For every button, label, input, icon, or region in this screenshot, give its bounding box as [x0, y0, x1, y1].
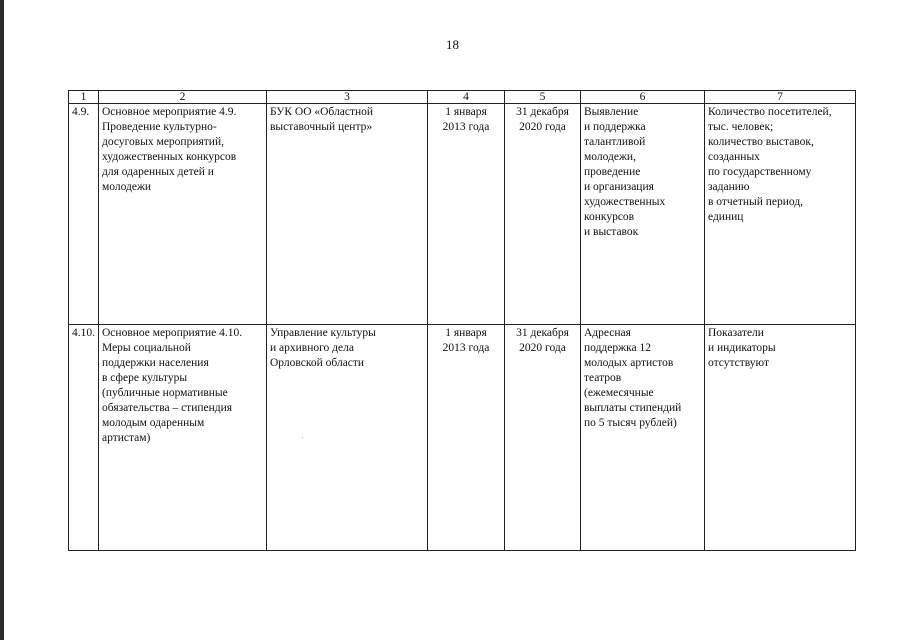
scan-border: [0, 0, 4, 640]
header-cell-4: 4: [428, 91, 505, 104]
end-date-cell: 31 декабря 2020 года: [505, 104, 581, 325]
header-row: [69, 91, 856, 104]
table-row: [69, 325, 856, 551]
header-cell-3: 3: [267, 91, 428, 104]
end-date-cell: 31 декабря 2020 года: [505, 325, 581, 551]
indicators-cell: Показатели и индикаторы отсутствуют: [705, 325, 856, 551]
indicators-cell: Количество посетителей, тыс. человек; количество выставок, созданных по государственному заданию в отчетный период, единиц: [705, 104, 856, 325]
header-cell-5: 5: [505, 91, 581, 104]
row-number: 4.10.: [69, 325, 99, 551]
result-cell: Выявление и поддержка талантливой молодежи, проведение и организация художественных конкурсов и выставок: [581, 104, 705, 325]
scan-speck: [302, 437, 303, 438]
header-cell-6: 6: [581, 91, 705, 104]
header-cell-2: 2: [99, 91, 267, 104]
executor-cell: БУК ОО «Областной выставочный центр»: [267, 104, 428, 325]
event-cell: Основное мероприятие 4.9. Проведение культурно- досуговых мероприятий, художественных конкурсов для одаренных детей и молодежи: [99, 104, 267, 325]
start-date-cell: 1 января 2013 года: [428, 325, 505, 551]
header-cell-1: 1: [69, 91, 99, 104]
page-number: 18: [446, 37, 459, 52]
executor-cell: Управление культуры и архивного дела Орловской области: [267, 325, 428, 551]
event-cell: Основное мероприятие 4.10. Меры социальной поддержки населения в сфере культуры (публичные нормативные обязательства – стипендия молодым одаренным артистам): [99, 325, 267, 551]
header-cell-7: 7: [705, 91, 856, 104]
row-number: 4.9.: [69, 104, 99, 325]
table-row: [69, 104, 856, 325]
result-cell: Адресная поддержка 12 молодых артистов театров (ежемесячные выплаты стипендий по 5 тысяч рублей): [581, 325, 705, 551]
start-date-cell: 1 января 2013 года: [428, 104, 505, 325]
events-table: [68, 90, 856, 551]
